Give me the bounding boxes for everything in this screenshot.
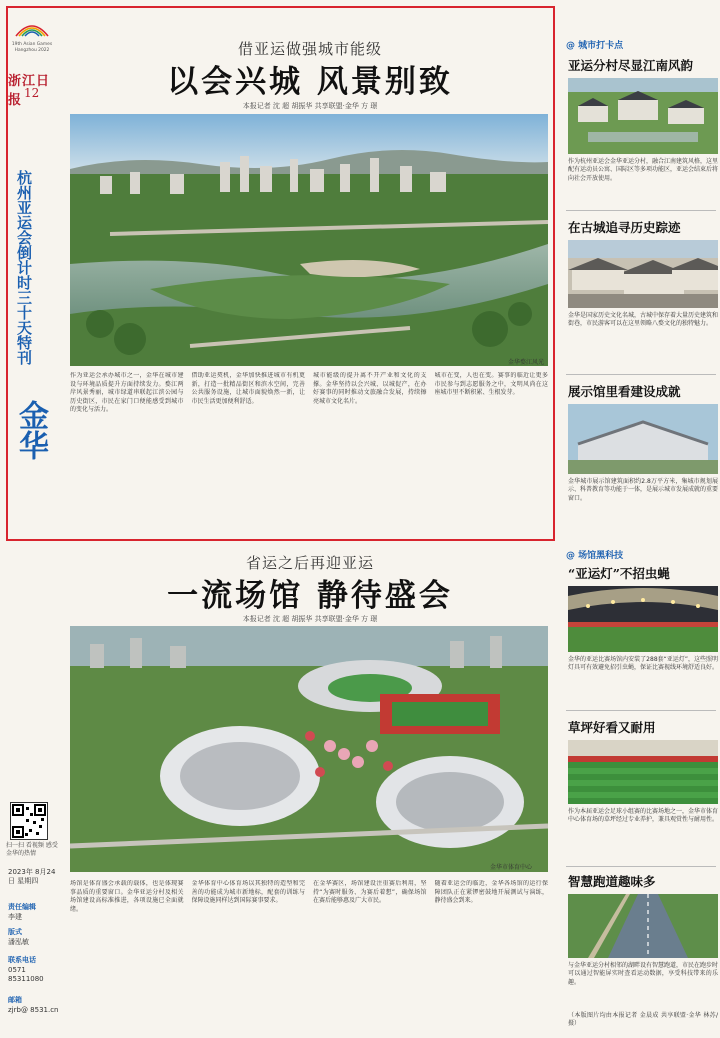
smart-track-photo bbox=[568, 894, 718, 958]
page-number: 12 bbox=[24, 86, 40, 100]
city-name: 金华 bbox=[13, 400, 48, 460]
qr-code[interactable] bbox=[10, 802, 48, 840]
story1-headline: 以会兴城 风景别致 bbox=[167, 64, 453, 100]
head-asian-lamp: “亚运灯”不招虫蝇 bbox=[568, 566, 670, 581]
text-smart-track: 与金华亚运分村相邻的湖畔设有智慧跑道，市民在跑步时可以通过智能屏实时查看运动数据，享受科技带来的乐趣。 bbox=[568, 962, 719, 986]
story1-body bbox=[70, 372, 548, 532]
story1-photo bbox=[70, 114, 548, 366]
turf-photo bbox=[568, 740, 718, 804]
text-turf: 作为本届亚运会足球小组赛的比赛场地之一，金华市体育中心体育场的草坪经过专业养护，兼具观赏性与耐用性。 bbox=[568, 808, 719, 824]
asian-lamp-photo bbox=[568, 586, 718, 652]
newspaper-name: 浙江日报 bbox=[8, 74, 51, 108]
text-ancient-city: 金华是国家历史文化名城，古城中保存着大量历史建筑和街巷，市民游客可以在这里领略八婺文化的独特魅力。 bbox=[568, 312, 719, 328]
svg-text:Hangzhou 2022: Hangzhou 2022 bbox=[14, 48, 50, 53]
phone-number: 0571 85311080 bbox=[8, 966, 44, 983]
section-venue-tech: @ 场馆黑科技 bbox=[566, 551, 624, 561]
story1-col2: 借助亚运契机，金华加快推进城市有机更新，打造一批精品街区和滨水空间，完善公共服务设施，让城市面貌焕然一新，让市民生活更加便利舒适。 bbox=[191, 372, 305, 405]
ancient-city-photo bbox=[568, 240, 718, 308]
story1-col4: 城市在变，人也在变。赛事的临近让更多市民参与到志愿服务之中，文明风尚在这座城市里不断积累、生根发芽。 bbox=[434, 372, 548, 397]
story2-photo bbox=[70, 626, 548, 872]
story2-col3: 在金华赛区，场馆建设注重赛后利用，坚持“为赛时服务、为赛后着想”，确保场馆在赛后能够惠及广大市民。 bbox=[313, 880, 427, 905]
text-asian-lamp: 金华的亚运比赛场馆内安装了288套“亚运灯”，这些照明灯具可有效避免招引虫蝇，保证比赛视线环境舒适良好。 bbox=[568, 656, 719, 672]
story2-col4: 随着亚运会的临近，金华各场馆的运行保障团队正在紧锣密鼓地开展测试与演练，静待盛会到来。 bbox=[434, 880, 548, 905]
head-smart-track: 智慧跑道趣味多 bbox=[568, 874, 656, 889]
section-city-checkin: @ 城市打卡点 bbox=[566, 41, 624, 51]
village-photo bbox=[568, 78, 718, 154]
exhibition-hall-photo bbox=[568, 404, 718, 474]
email-label: 邮箱 bbox=[8, 996, 22, 1004]
editor-name: 李建 bbox=[8, 913, 22, 921]
story1-col3: 城市能级的提升离不开产业和文化的支撑。金华坚持以会兴城、以城促产，在办好赛事的同时推动文旅融合发展，持续擦亮城市文化名片。 bbox=[313, 372, 427, 405]
layout-name: 潘泓敏 bbox=[8, 938, 29, 946]
story2-byline: 本报记者 沈 超 胡振华 共享联盟·金华 方 璟 bbox=[242, 615, 378, 623]
story1-kicker: 借亚运做强城市能级 bbox=[237, 40, 382, 58]
story2-photo-credit: 金华市体育中心 bbox=[490, 864, 533, 871]
story1-photo-credit: 金华婺江风光 bbox=[508, 359, 545, 366]
text-exhibition-hall: 金华城市展示馆建筑面积约2.8万平方米，集城市规划展示、科普教育等功能于一体，是展示城市发展成就的重要窗口。 bbox=[568, 478, 719, 502]
phone-label: 联系电话 bbox=[8, 956, 36, 964]
story2-kicker: 省运之后再迎亚运 bbox=[245, 554, 374, 572]
head-ancient-city: 在古城追寻历史踪迹 bbox=[568, 220, 681, 235]
story2-headline: 一流场馆 静待盛会 bbox=[167, 578, 453, 614]
right-column bbox=[560, 0, 720, 1038]
editor-label: 责任编辑 bbox=[8, 903, 36, 911]
text-athlete-village: 作为杭州亚运会金华亚运分村，融合江南建筑风格，这里配有运动员公寓、国际区等多项功能区，亚运会结束后将向社会开放使用。 bbox=[568, 158, 719, 182]
photo-credit-footer: （本版图片均由本报记者 金晨成 共享联盟·金华 林苏/摄） bbox=[568, 1012, 718, 1028]
head-athlete-village: 亚运分村尽显江南风韵 bbox=[568, 58, 694, 73]
head-turf: 草坪好看又耐用 bbox=[568, 720, 656, 735]
story1-col1: 作为亚运会承办城市之一，金华在城市建设与环境品质提升方面持续发力。婺江两岸风景秀丽，城市绿道串联起江滨公园与历史街区，市民在家门口便能感受到城市的变化与活力。 bbox=[70, 372, 184, 414]
svg-text:19th Asian Games: 19th Asian Games bbox=[11, 42, 53, 47]
story2-col1: 场馆是体育盛会承载的载体，也是体现赛事品质的重要窗口。金华亚运分村及相关场馆建设高标准推进，各项设施已全面就绪。 bbox=[70, 880, 184, 913]
qr-caption: 扫一扫 看视频 感受金华的热情 bbox=[6, 842, 58, 857]
issue-date: 2023年 8月24日 星期四 bbox=[8, 868, 56, 885]
story2-body bbox=[70, 880, 548, 1030]
special-issue-title: 杭州亚运会倒计时三十天特刊 bbox=[15, 170, 33, 365]
story1-byline: 本报记者 沈 超 胡振华 共享联盟·金华 方 璟 bbox=[242, 102, 378, 110]
email-address: zjrb@ 8531.cn bbox=[8, 1006, 59, 1014]
layout-label: 版式 bbox=[8, 928, 22, 936]
head-exhibition-hall: 展示馆里看建设成就 bbox=[568, 384, 681, 399]
story2-col2: 金华体育中心体育场以其独特的造型和完善的功能成为城市新地标，配套的训练与保障设施同样达到国际赛事要求。 bbox=[191, 880, 305, 905]
